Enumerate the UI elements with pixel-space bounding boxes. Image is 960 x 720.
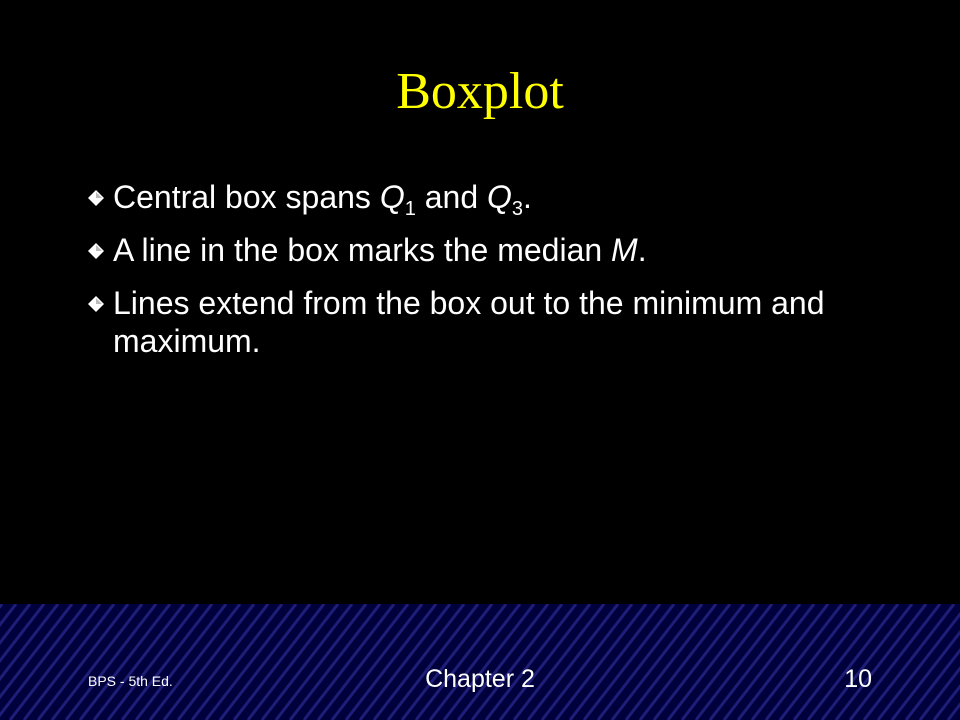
footer-stripes bbox=[0, 604, 960, 720]
footer-stripe bbox=[752, 604, 842, 720]
footer-stripe bbox=[472, 604, 562, 720]
bullet-text-part: M bbox=[611, 232, 638, 268]
bullet-text: A line in the box marks the median M. bbox=[113, 232, 647, 268]
bullet-list bbox=[88, 178, 908, 375]
footer-page-number: 10 bbox=[844, 665, 872, 693]
footer-stripe bbox=[836, 604, 926, 720]
footer-stripe bbox=[220, 604, 310, 720]
bullet-item bbox=[88, 284, 908, 360]
bullet-text-part: 3 bbox=[511, 198, 524, 220]
footer-stripe bbox=[444, 604, 534, 720]
bullet-text: Lines extend from the box out to the minimum and maximum. bbox=[113, 285, 825, 359]
bullet-text-part: 1 bbox=[404, 198, 416, 220]
footer-stripe bbox=[346, 604, 436, 720]
footer-stripe bbox=[38, 604, 128, 720]
diamond-bullet-icon bbox=[88, 190, 104, 206]
footer-stripe bbox=[794, 604, 884, 720]
footer-stripe bbox=[360, 604, 450, 720]
footer-stripe bbox=[388, 604, 478, 720]
footer-stripe bbox=[864, 604, 954, 720]
footer-stripe bbox=[640, 604, 730, 720]
footer-stripe bbox=[66, 604, 156, 720]
footer-stripe bbox=[780, 604, 870, 720]
footer-stripe bbox=[598, 604, 688, 720]
footer-stripe bbox=[542, 604, 632, 720]
footer-stripe bbox=[808, 604, 898, 720]
footer-stripe bbox=[262, 604, 352, 720]
footer-stripe bbox=[304, 604, 394, 720]
footer-stripe bbox=[192, 604, 282, 720]
footer-stripe bbox=[668, 604, 758, 720]
footer-stripe bbox=[122, 604, 212, 720]
slide-title: Boxplot bbox=[396, 63, 564, 120]
footer-stripe bbox=[500, 604, 590, 720]
footer-stripe bbox=[52, 604, 142, 720]
footer-stripe bbox=[416, 604, 506, 720]
footer-stripe bbox=[738, 604, 828, 720]
footer-stripe bbox=[248, 604, 338, 720]
footer-chapter-label: Chapter 2 bbox=[425, 665, 535, 693]
bullet-item bbox=[88, 231, 908, 269]
footer-band bbox=[0, 604, 960, 720]
footer-stripe bbox=[430, 604, 520, 720]
footer-stripe bbox=[402, 604, 492, 720]
footer-stripe bbox=[514, 604, 604, 720]
footer-stripe bbox=[556, 604, 646, 720]
footer-stripe bbox=[584, 604, 674, 720]
footer-stripe bbox=[528, 604, 618, 720]
diamond-bullet-icon bbox=[88, 243, 104, 259]
footer-stripe bbox=[178, 604, 268, 720]
footer-stripe bbox=[80, 604, 170, 720]
footer-stripe bbox=[570, 604, 660, 720]
footer-stripe bbox=[486, 604, 576, 720]
footer-stripe bbox=[822, 604, 912, 720]
footer-stripe bbox=[234, 604, 324, 720]
bullet-text: Central box spans $Q_1$ and $Q_3$. bbox=[113, 179, 532, 220]
footer-stripe bbox=[290, 604, 380, 720]
footer-stripe bbox=[150, 604, 240, 720]
footer-stripe bbox=[612, 604, 702, 720]
footer-stripe bbox=[696, 604, 786, 720]
diamond-bullet-icon bbox=[88, 296, 104, 312]
footer-stripe bbox=[94, 604, 184, 720]
footer-stripe bbox=[458, 604, 548, 720]
footer-stripe bbox=[136, 604, 226, 720]
footer-course-label: BPS - 5th Ed. bbox=[88, 673, 173, 689]
footer-stripe bbox=[10, 604, 100, 720]
footer-stripe bbox=[374, 604, 464, 720]
bullet-text-part: Q bbox=[379, 179, 405, 215]
footer-stripe bbox=[164, 604, 254, 720]
footer-stripe bbox=[276, 604, 366, 720]
bullet-text-part: Q bbox=[487, 179, 512, 215]
footer-stripe bbox=[850, 604, 940, 720]
footer-stripe bbox=[710, 604, 800, 720]
footer-stripe bbox=[24, 604, 114, 720]
footer-stripe bbox=[766, 604, 856, 720]
footer-stripe bbox=[626, 604, 716, 720]
footer-stripe bbox=[682, 604, 772, 720]
footer-stripe bbox=[318, 604, 408, 720]
footer-stripe bbox=[654, 604, 744, 720]
footer-stripe bbox=[332, 604, 422, 720]
bullet-item bbox=[88, 178, 908, 220]
footer-stripe bbox=[206, 604, 296, 720]
footer-stripe bbox=[724, 604, 814, 720]
footer-stripe bbox=[108, 604, 198, 720]
